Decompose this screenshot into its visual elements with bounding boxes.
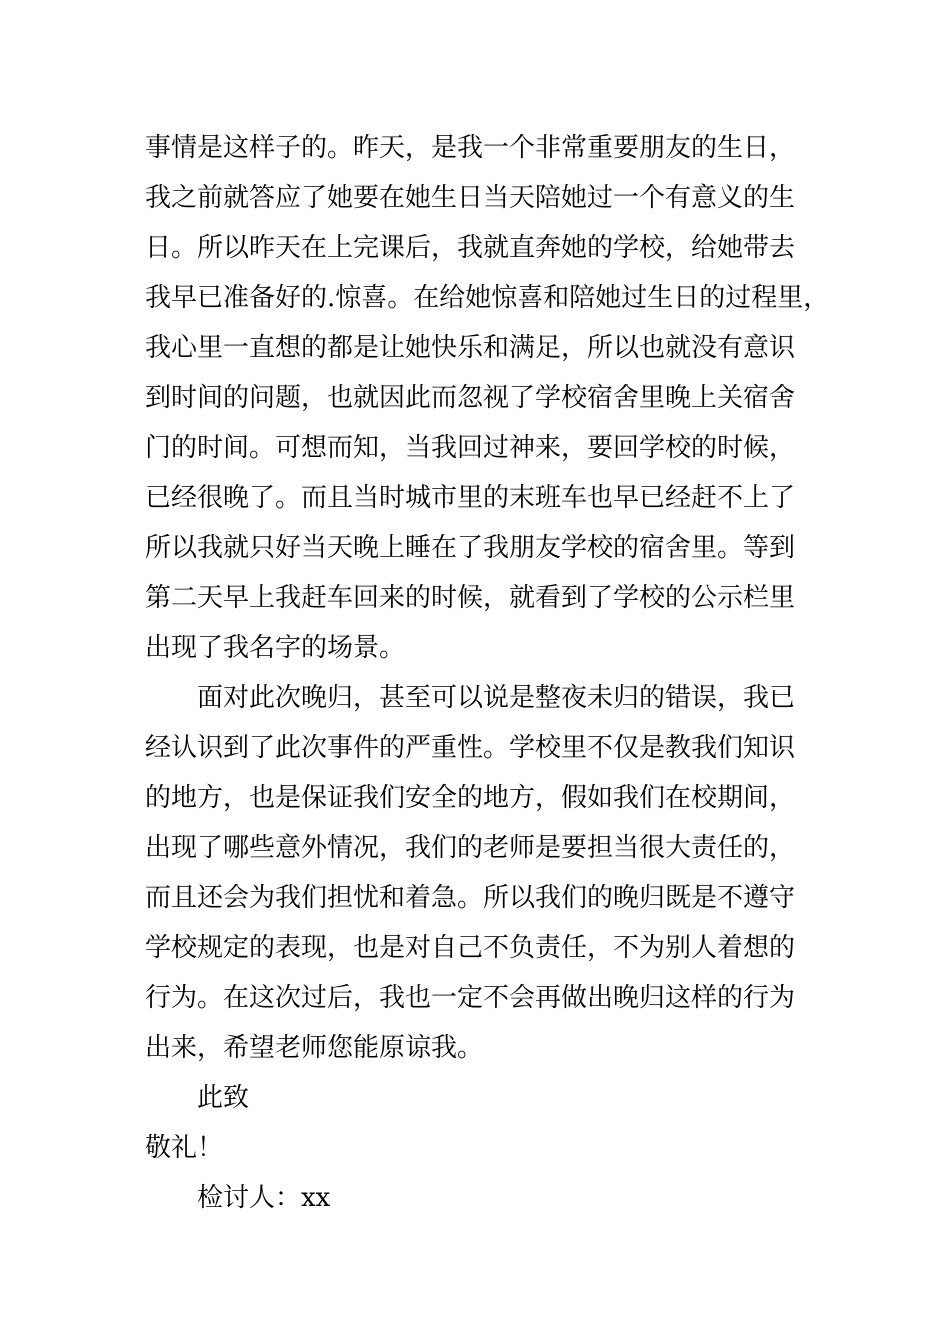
paragraph-line: 学校规定的表现，也是对自己不负责任，不为别人着想的	[145, 933, 796, 963]
paragraph-line: 出现了我名字的场景。	[145, 633, 406, 663]
paragraph-line: 事情是这样子的。昨天，是我一个非常重要朋友的生日，	[145, 133, 796, 163]
paragraph-line: 我早已准备好的.惊喜。在给她惊喜和陪她过生日的过程里，	[145, 283, 830, 313]
signature-text: 检讨人：xx	[197, 1183, 331, 1213]
salutation-text: 敬礼！	[145, 1133, 224, 1163]
paragraph-line: 面对此次晚归，甚至可以说是整夜未归的错误，我已	[197, 683, 796, 713]
paragraph-line: 日。所以昨天在上完课后，我就直奔她的学校，给她带去	[145, 233, 796, 263]
paragraph-line: 已经很晚了。而且当时城市里的末班车也早已经赶不上了	[145, 483, 796, 513]
paragraph-line: 行为。在这次过后，我也一定不会再做出晚归这样的行为	[145, 983, 796, 1013]
paragraph-line: 第二天早上我赶车回来的时候，就看到了学校的公示栏里	[145, 583, 796, 613]
paragraph-line: 出现了哪些意外情况，我们的老师是要担当很大责任的，	[145, 833, 796, 863]
paragraph-line: 所以我就只好当天晚上睡在了我朋友学校的宿舍里。等到	[145, 533, 796, 563]
paragraph-line: 出来，希望老师您能原谅我。	[145, 1033, 484, 1063]
paragraph-line: 而且还会为我们担忧和着急。所以我们的晚归既是不遵守	[145, 883, 796, 913]
paragraph-line: 门的时间。可想而知，当我回过神来，要回学校的时候，	[145, 433, 796, 463]
closing-text: 此致	[197, 1083, 250, 1113]
paragraph-line: 我之前就答应了她要在她生日当天陪她过一个有意义的生	[145, 183, 796, 213]
paragraph-line: 到时间的问题，也就因此而忽视了学校宿舍里晚上关宿舍	[145, 383, 796, 413]
paragraph-line: 的地方，也是保证我们安全的地方，假如我们在校期间，	[145, 783, 796, 813]
paragraph-line: 经认识到了此次事件的严重性。学校里不仅是教我们知识	[145, 733, 796, 763]
paragraph-line: 我心里一直想的都是让她快乐和满足，所以也就没有意识	[145, 333, 796, 363]
